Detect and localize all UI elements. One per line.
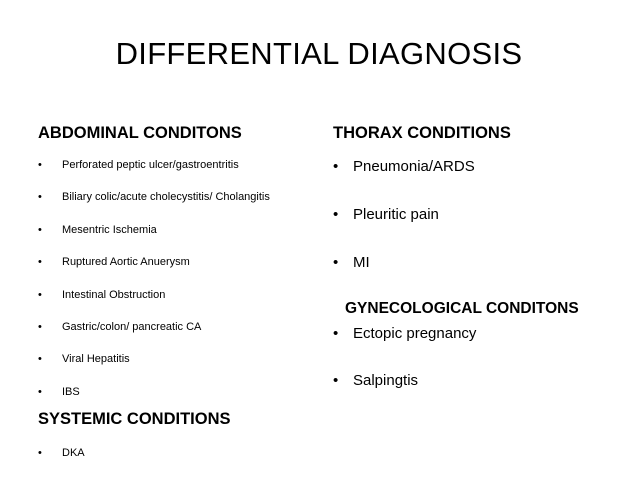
list-item: • Gastric/colon/ pancreatic CA bbox=[38, 320, 202, 333]
list-item: • Ectopic pregnancy bbox=[333, 325, 477, 342]
list-item: • MI bbox=[333, 254, 370, 271]
left-column bbox=[38, 124, 328, 478]
list-item: • Pleuritic pain bbox=[333, 206, 439, 223]
systemic-list bbox=[38, 446, 328, 478]
list-item: • Mesentric Ischemia bbox=[38, 223, 157, 236]
bullet-icon: • bbox=[333, 206, 339, 223]
bullet-icon: • bbox=[38, 320, 42, 333]
abdominal-heading: ABDOMINAL CONDITONS bbox=[38, 124, 242, 142]
bullet-icon: • bbox=[333, 158, 339, 175]
bullet-icon: • bbox=[38, 288, 42, 301]
systemic-heading: SYSTEMIC CONDITIONS bbox=[38, 409, 231, 428]
bullet-icon: • bbox=[38, 159, 42, 171]
list-item: • Biliary colic/acute cholecystitis/ Cholangitis bbox=[38, 191, 270, 204]
bullet-icon: • bbox=[38, 353, 42, 366]
bullet-icon: • bbox=[333, 254, 339, 271]
list-item: • IBS bbox=[38, 385, 80, 398]
bullet-icon: • bbox=[38, 191, 42, 204]
gynecological-heading: GYNECOLOGICAL CONDITONS bbox=[345, 300, 579, 317]
list-item: • Salpingtis bbox=[333, 372, 419, 389]
list-item: • DKA bbox=[38, 446, 85, 459]
bullet-icon: • bbox=[38, 223, 42, 236]
thorax-list bbox=[333, 158, 633, 300]
bullet-icon: • bbox=[38, 256, 42, 269]
slide-title: DIFFERENTIAL DIAGNOSIS bbox=[115, 36, 523, 71]
right-column bbox=[333, 124, 633, 394]
thorax-heading: THORAX CONDITIONS bbox=[333, 124, 511, 142]
list-item: • Intestinal Obstruction bbox=[38, 288, 166, 301]
list-item: • Ruptured Aortic Anuerysm bbox=[38, 256, 190, 269]
bullet-icon: • bbox=[38, 446, 42, 459]
bullet-icon: • bbox=[333, 372, 339, 389]
gynecological-list bbox=[333, 325, 633, 394]
list-item: • Viral Hepatitis bbox=[38, 353, 130, 366]
abdominal-list bbox=[38, 158, 328, 410]
bullet-icon: • bbox=[38, 385, 42, 398]
list-item: • Pneumonia/ARDS bbox=[333, 158, 475, 175]
list-item: • Perforated peptic ulcer/gastroentritis bbox=[38, 159, 239, 171]
bullet-icon: • bbox=[333, 325, 339, 342]
